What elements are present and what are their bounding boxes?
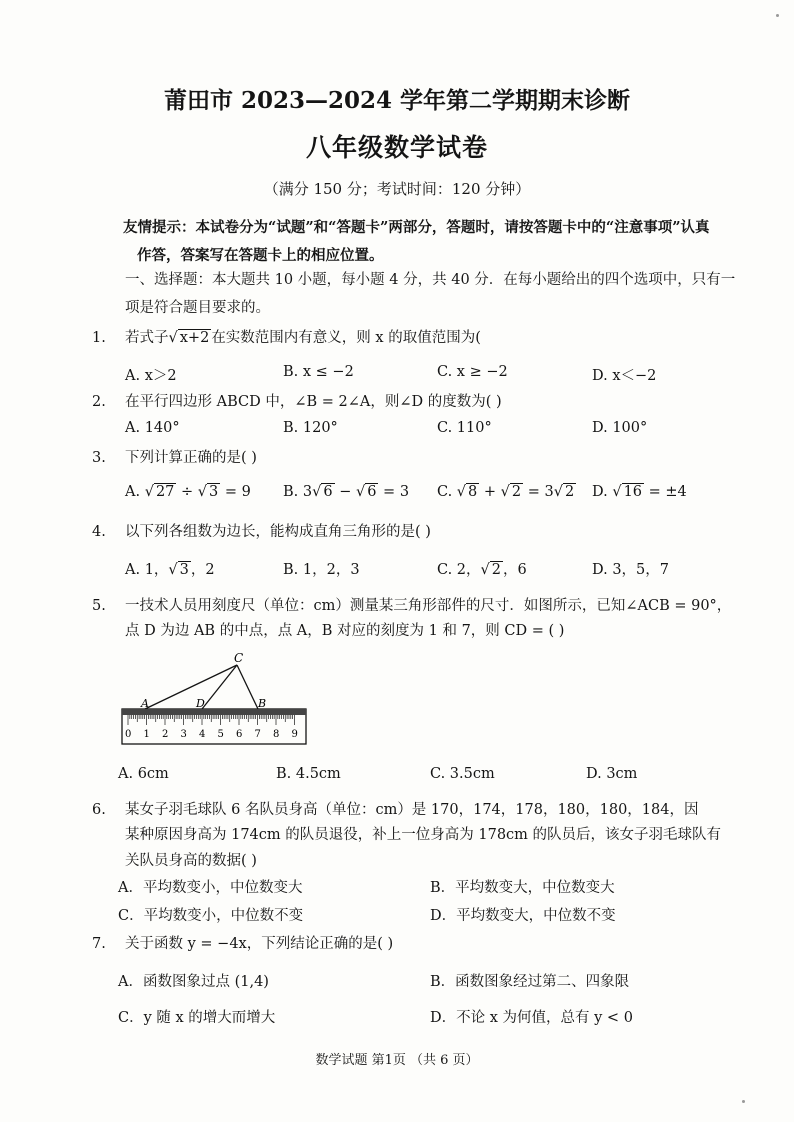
option-a: A. 1，√ 3 ，2 — [125, 562, 215, 578]
exam-info: （满分 150 分；考试时间：120 分钟） — [263, 180, 531, 198]
option-label: C. — [437, 484, 457, 500]
option-c: C．y 随 x 的增大而增大 — [118, 1010, 276, 1026]
radicand: 3 — [209, 484, 219, 500]
operator: − — [334, 484, 356, 500]
question-number: 2. — [92, 394, 106, 410]
option-a: A. √ 27 ÷ √ 3 = 9 — [125, 484, 251, 500]
scan-speck — [742, 1100, 745, 1103]
question-text: 在实数范围内有意义，则 x 的取值范围为( — [211, 330, 481, 346]
question-number: 6. — [92, 802, 106, 818]
option-label: A. 1， — [125, 562, 169, 578]
question-text: 若式子 — [125, 330, 169, 346]
radicand: x+2 — [179, 330, 210, 346]
ruler-tick-label: 4 — [199, 729, 206, 740]
option-c: C．平均数变小，中位数不变 — [118, 908, 304, 924]
option-d: D. 3，5，7 — [592, 562, 670, 578]
radicand: 8 — [468, 484, 478, 500]
radicand: 6 — [323, 484, 333, 500]
option-c: C. 3.5cm — [430, 766, 495, 782]
radicand: 6 — [367, 484, 377, 500]
exam-subtitle: 八年级数学试卷 — [305, 133, 488, 162]
option-tail: ，6 — [503, 562, 527, 578]
question-text: 关于函数 y = −4x，下列结论正确的是( ) — [125, 936, 394, 952]
option-b: B. 4.5cm — [276, 766, 341, 782]
ruler-tick-label: 6 — [236, 729, 243, 740]
option-c: C. 110° — [437, 420, 492, 436]
section-heading: 一、选择题：本大题共 10 小题，每小题 4 分，共 40 分．在每小题给出的四个选项中，只有一项是符合题目要求的。 — [125, 272, 736, 316]
option-d: D．平均数变大，中位数不变 — [430, 908, 616, 924]
exam-title: 莆田市 2023—2024 学年第二学期期末诊断 — [163, 87, 631, 114]
radicand: 2 — [491, 562, 502, 578]
option-d: D. √ 16 = ±4 — [592, 484, 687, 500]
page-footer: 数学试题 第1页 （共 6 页） — [315, 1053, 479, 1068]
label-c: C — [234, 651, 244, 665]
result: = 3 — [378, 484, 410, 500]
option-d: D．不论 x 为何值，总有 y < 0 — [430, 1010, 633, 1026]
result: = 3 — [523, 484, 554, 500]
option-d: D. x＜−2 — [592, 368, 657, 384]
option-d: D. 100° — [592, 420, 648, 436]
option-b: B. 3√ 6 − √ 6 = 3 — [283, 484, 410, 500]
ruler-numbers — [125, 729, 298, 740]
option-b: B．平均数变大，中位数变大 — [430, 880, 615, 896]
option-a: A. 6cm — [118, 766, 169, 782]
radicand: 3 — [179, 562, 189, 578]
radicand: 2 — [564, 484, 575, 500]
result: = 9 — [220, 484, 251, 500]
scan-speck — [776, 14, 779, 17]
option-label: A. — [125, 484, 145, 500]
option-a: A．函数图象过点 (1,4) — [118, 974, 269, 990]
ruler-ticks — [128, 715, 295, 725]
option-a: A. 140° — [125, 420, 180, 436]
label-a: A — [141, 697, 149, 710]
option-c: C. √ 8 + √ 2 = 3√ 2 — [437, 484, 575, 500]
question-number: 3. — [92, 450, 106, 466]
friendly-tip: 友情提示：本试卷分为“试题”和“答题卡”两部分，答题时，请按答题卡中的“注意事项”认真作答，答案写在答题卡上的相应位置。 — [123, 219, 710, 264]
operator: ÷ — [176, 484, 198, 500]
ruler-tick-label: 0 — [125, 729, 132, 740]
ruler-edge — [122, 709, 306, 715]
radicand: 16 — [623, 484, 643, 500]
question-text: 下列计算正确的是( ) — [125, 450, 257, 466]
median-cd — [202, 665, 237, 709]
side-cb — [237, 665, 258, 709]
ruler-tick-label: 7 — [254, 729, 261, 740]
option-b: B. 120° — [283, 420, 338, 436]
option-b: B．函数图象经过第二、四象限 — [430, 974, 630, 990]
result: = ±4 — [644, 484, 687, 500]
option-label: D. — [592, 484, 613, 500]
side-ac — [145, 665, 237, 709]
option-tail: ，2 — [190, 562, 215, 578]
question-7 — [92, 932, 393, 953]
question-text-continued: 某种原因身高为 174cm 的队员退役，补上一位身高为 178cm 的队员后，该女子羽毛球队有 — [125, 827, 722, 843]
ruler-tick-label: 5 — [217, 729, 224, 740]
ruler-tick-label: 3 — [180, 729, 187, 740]
ruler-tick-label: 8 — [273, 729, 280, 740]
option-c: C. x ≥ −2 — [437, 364, 508, 380]
question-6 — [92, 798, 698, 819]
radicand: 27 — [155, 484, 175, 500]
question-text-continued: 关队员身高的数据( ) — [125, 853, 257, 869]
ruler-tick-label: 9 — [291, 729, 298, 740]
question-text-continued: 点 D 为边 AB 的中点，点 A，B 对应的刻度为 1 和 7，则 CD = ( ) — [125, 623, 565, 639]
question-number: 1. — [92, 330, 106, 346]
sqrt-symbol: √ — [168, 330, 178, 346]
question-text: 一技术人员用刻度尺（单位：cm）测量某三角形部件的尺寸．如图所示，已知∠ACB = 90°， — [125, 598, 732, 614]
option-label: C. 2， — [437, 562, 481, 578]
option-d: D. 3cm — [586, 766, 638, 782]
option-c: C. 2，√ 2 ，6 — [437, 562, 527, 578]
label-b: B — [258, 697, 267, 710]
question-number: 5. — [92, 598, 106, 614]
option-b: B. x ≤ −2 — [283, 364, 354, 380]
question-number: 7. — [92, 936, 106, 952]
option-a: A. x＞2 — [125, 368, 177, 384]
question-number: 4. — [92, 524, 106, 540]
operator: + — [479, 484, 501, 500]
radicand: 2 — [511, 484, 522, 500]
label-d: D — [196, 697, 205, 710]
ruler-tick-label: 2 — [162, 729, 169, 740]
option-b: B. 1，2，3 — [283, 562, 360, 578]
ruler-tick-label: 1 — [143, 729, 150, 740]
question-text: 以下列各组数为边长，能构成直角三角形的是( ) — [125, 524, 431, 540]
option-label: B. 3 — [283, 484, 313, 500]
option-a: A．平均数变小，中位数变大 — [118, 880, 303, 896]
question-text: 某女子羽毛球队 6 名队员身高（单位：cm）是 170，174，178，180，180，184，因 — [125, 802, 699, 818]
question-text: 在平行四边形 ABCD 中，∠B = 2∠A，则∠D 的度数为( ) — [125, 394, 502, 410]
